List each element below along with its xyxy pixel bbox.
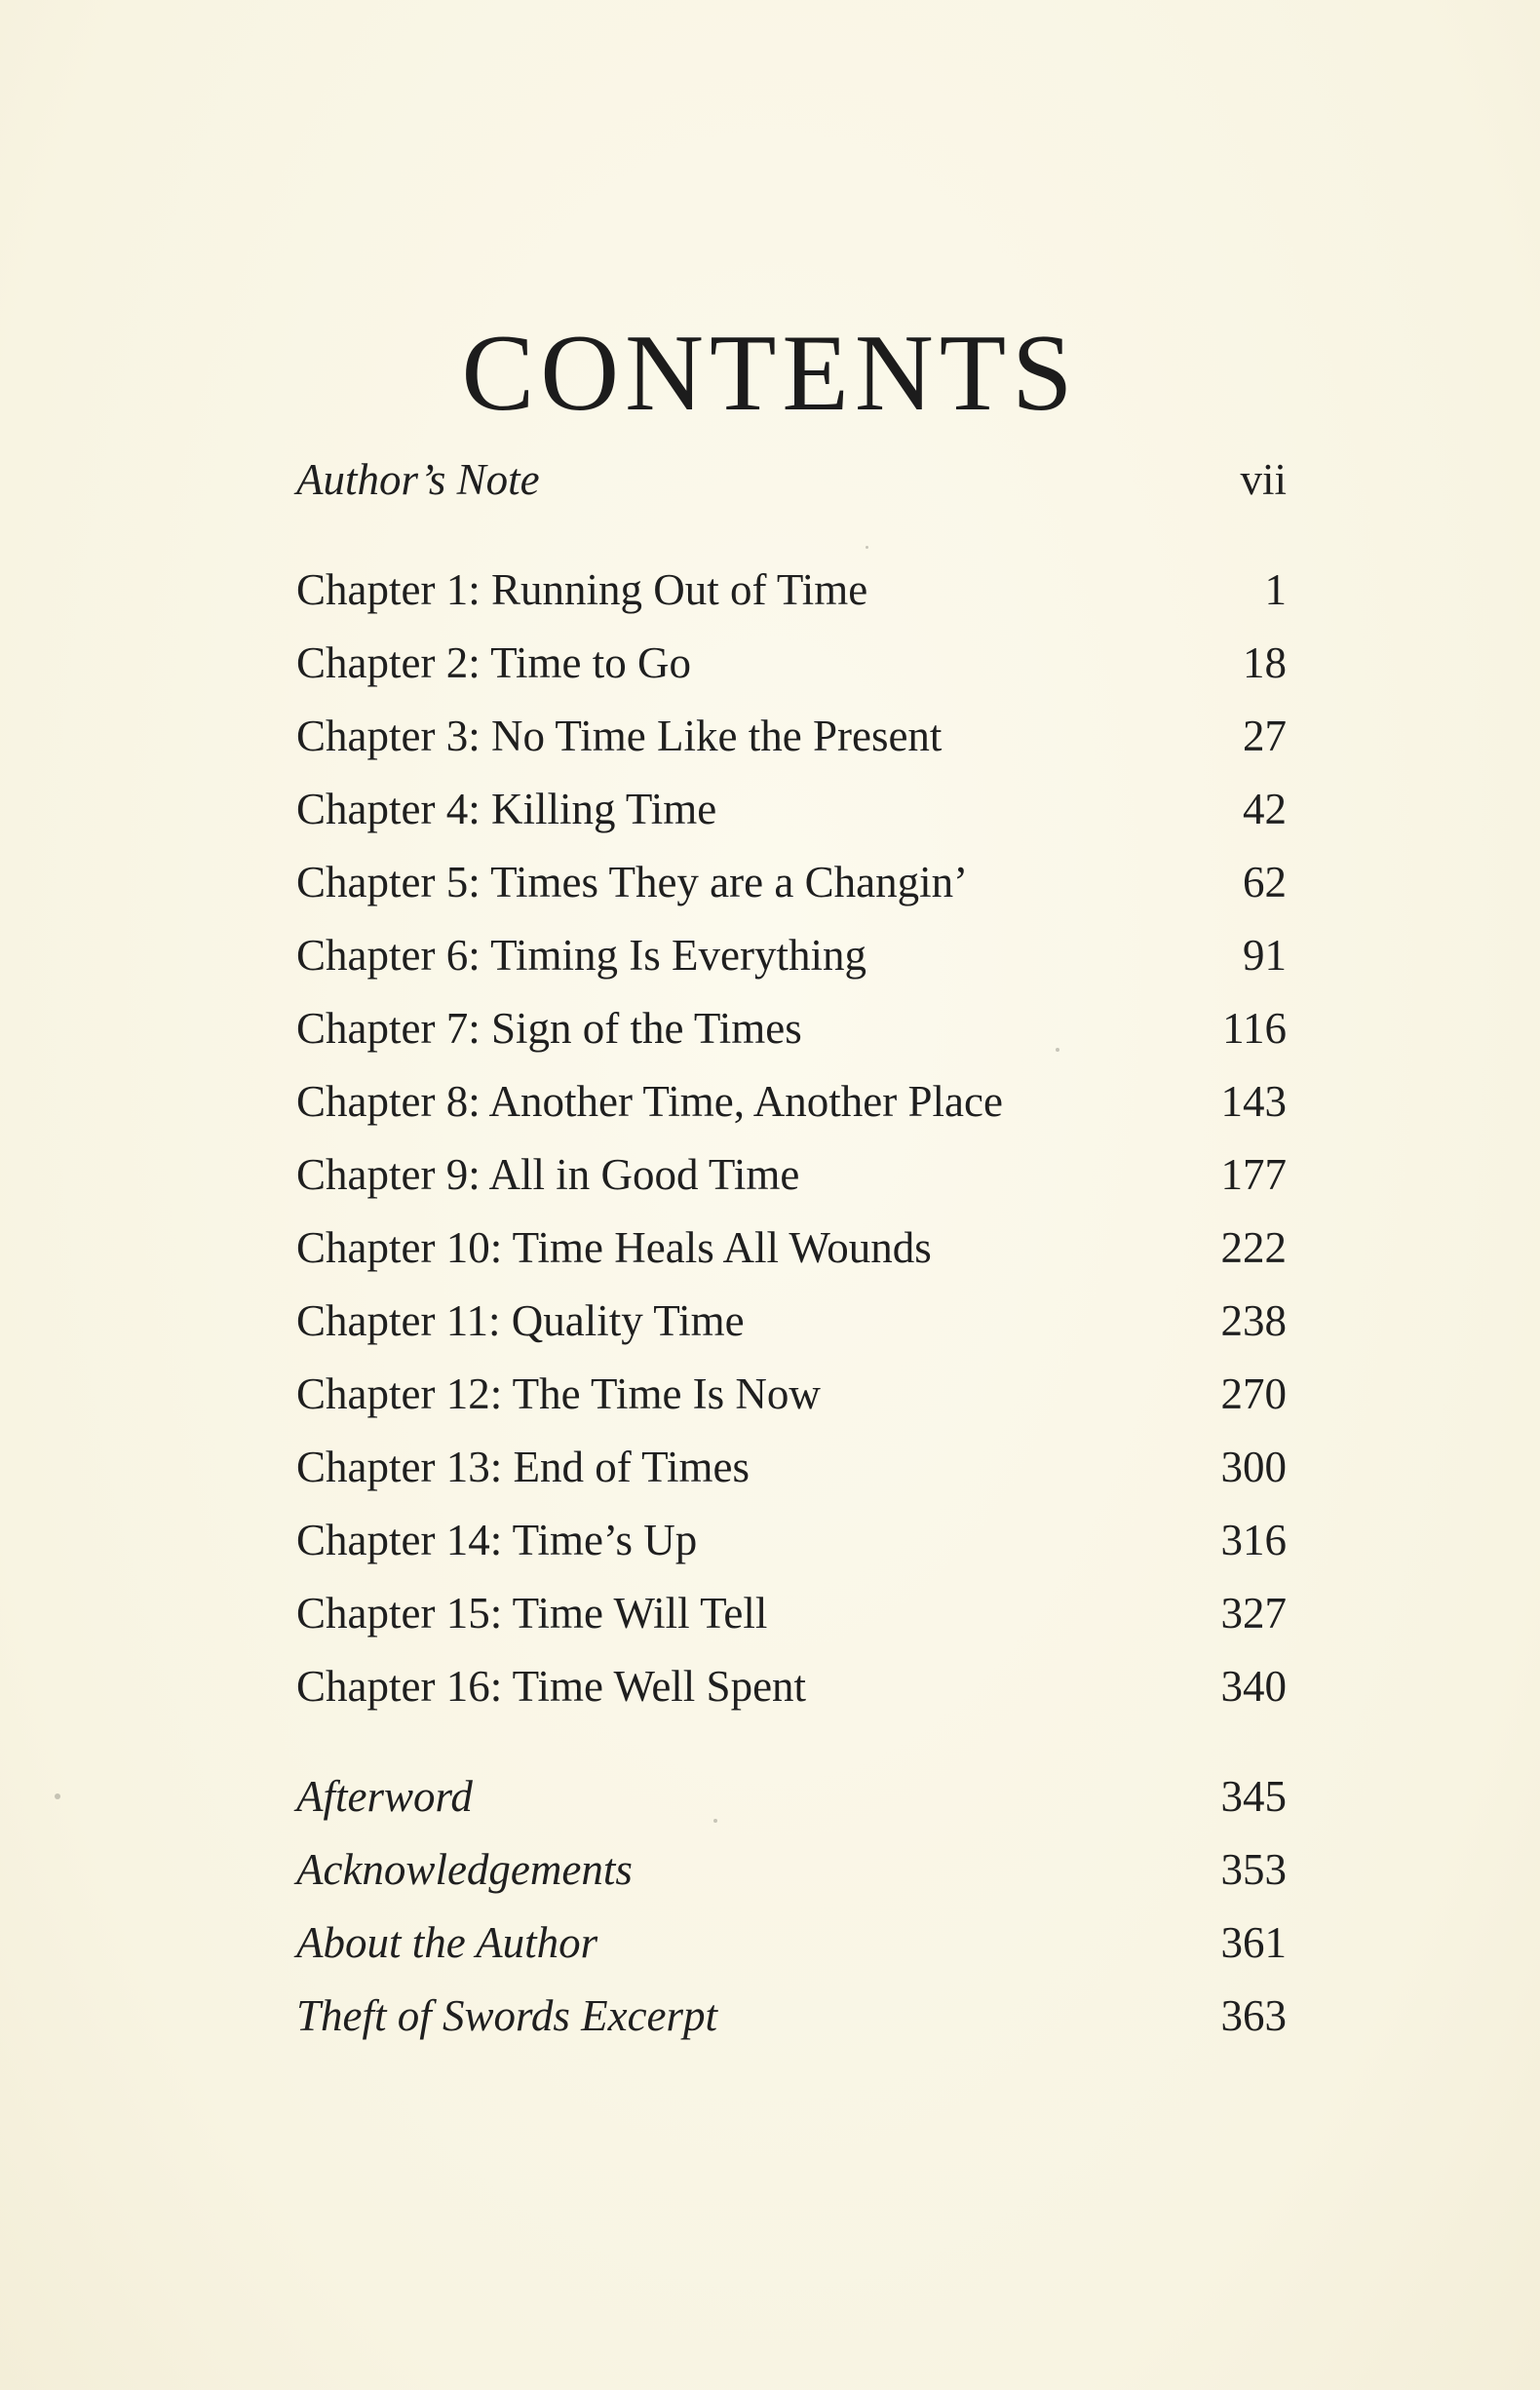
toc-entry-label: Chapter 12: The Time Is Now — [296, 1368, 821, 1418]
paper-speck — [1056, 1048, 1059, 1052]
toc-entry-label: Chapter 10: Time Heals All Wounds — [296, 1222, 932, 1272]
toc-entry-label: Chapter 15: Time Will Tell — [296, 1588, 768, 1638]
toc-entry-chapter-12[interactable] — [296, 1357, 1287, 1430]
toc-entry-label: Chapter 9: All in Good Time — [296, 1149, 800, 1199]
toc-entry-page: 316 — [1220, 1515, 1287, 1564]
toc-entry-page: 300 — [1220, 1442, 1287, 1491]
toc-entry-page: 327 — [1220, 1588, 1287, 1638]
toc-entry-page: 177 — [1220, 1149, 1287, 1199]
toc-entry-page: 222 — [1220, 1222, 1287, 1272]
toc-entry-label: Theft of Swords Excerpt — [296, 1990, 718, 2040]
toc-entry-chapter-1[interactable] — [296, 553, 1287, 626]
toc-entry-label: Acknowledgements — [296, 1844, 633, 1894]
toc-entry-page: 91 — [1243, 930, 1287, 980]
toc-entry-page: vii — [1240, 454, 1287, 504]
toc-entry-page: 42 — [1243, 784, 1287, 833]
toc-entry-page: 345 — [1220, 1771, 1287, 1821]
toc-entry-label: Chapter 6: Timing Is Everything — [296, 930, 866, 980]
toc-entry-chapter-14[interactable] — [296, 1503, 1287, 1576]
toc-entry-chapter-13[interactable] — [296, 1430, 1287, 1503]
toc-entry-label: Chapter 4: Killing Time — [296, 784, 717, 833]
contents-heading: CONTENTS — [461, 313, 1079, 435]
toc-entry-chapter-6[interactable] — [296, 918, 1287, 991]
toc-entry-chapter-11[interactable] — [296, 1284, 1287, 1357]
toc-entry-chapter-2[interactable] — [296, 626, 1287, 699]
toc-entry-page: 1 — [1264, 564, 1287, 614]
toc-entry-label: Chapter 11: Quality Time — [296, 1295, 745, 1345]
toc-entry-theft-of-swords-excerpt[interactable] — [296, 1979, 1287, 2052]
toc-entry-afterword[interactable] — [296, 1759, 1287, 1832]
toc-entry-page: 353 — [1220, 1844, 1287, 1894]
toc-entry-page: 62 — [1243, 857, 1287, 906]
toc-entry-page: 363 — [1220, 1990, 1287, 2040]
toc-entry-page: 270 — [1220, 1368, 1287, 1418]
toc-entry-page: 340 — [1220, 1661, 1287, 1711]
paper-speck — [866, 546, 868, 549]
toc-entry-about-the-author[interactable] — [296, 1906, 1287, 1979]
toc-entry-label: Author’s Note — [296, 454, 540, 504]
toc-entry-label: Chapter 7: Sign of the Times — [296, 1003, 802, 1053]
toc-entry-chapter-7[interactable] — [296, 991, 1287, 1064]
toc-entry-label: About the Author — [296, 1917, 598, 1967]
toc-entry-label: Chapter 14: Time’s Up — [296, 1515, 698, 1564]
toc-entry-page: 361 — [1220, 1917, 1287, 1967]
toc-entry-acknowledgements[interactable] — [296, 1832, 1287, 1906]
toc-entry-chapter-15[interactable] — [296, 1576, 1287, 1649]
toc-entry-label: Chapter 2: Time to Go — [296, 637, 692, 687]
toc-entry-page: 18 — [1243, 637, 1287, 687]
toc-entry-chapter-9[interactable] — [296, 1137, 1287, 1211]
toc-entry-label: Chapter 8: Another Time, Another Place — [296, 1076, 1003, 1126]
toc-entry-chapter-5[interactable] — [296, 845, 1287, 918]
toc-entry-page: 238 — [1220, 1295, 1287, 1345]
toc-entry-label: Chapter 1: Running Out of Time — [296, 564, 868, 614]
toc-entry-label: Afterword — [296, 1771, 473, 1821]
toc-entry-chapter-8[interactable] — [296, 1064, 1287, 1137]
toc-entry-label: Chapter 5: Times They are a Changin’ — [296, 857, 969, 906]
paper-speck — [713, 1819, 717, 1823]
toc-entry-page: 143 — [1220, 1076, 1287, 1126]
toc-entry-page: 27 — [1243, 711, 1287, 760]
toc-entry-page: 116 — [1222, 1003, 1287, 1053]
toc-entry-authors-note[interactable] — [296, 443, 1287, 516]
toc-entry-chapter-4[interactable] — [296, 772, 1287, 845]
toc-entry-chapter-3[interactable] — [296, 699, 1287, 772]
toc-entry-label: Chapter 16: Time Well Spent — [296, 1661, 807, 1711]
toc-entry-chapter-16[interactable] — [296, 1649, 1287, 1722]
toc-entry-label: Chapter 13: End of Times — [296, 1442, 751, 1491]
toc-entry-label: Chapter 3: No Time Like the Present — [296, 711, 943, 760]
toc-entry-chapter-10[interactable] — [296, 1211, 1287, 1284]
paper-speck — [55, 1793, 60, 1799]
